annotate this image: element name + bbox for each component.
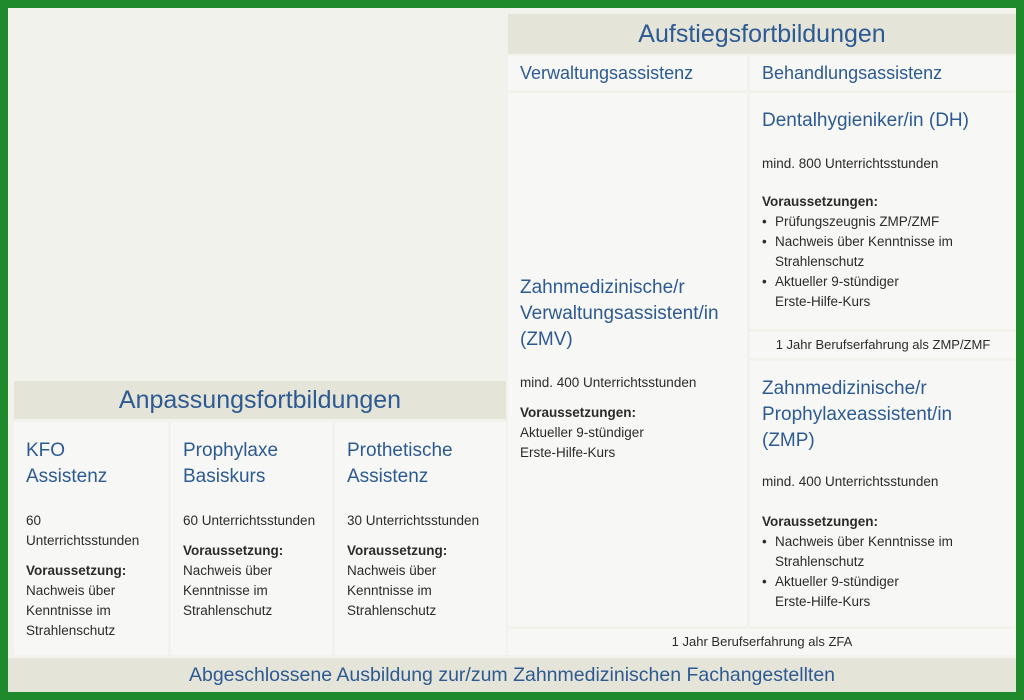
course-req-label: Voraussetzung: (183, 543, 284, 558)
zmv-box (508, 93, 747, 626)
dh-req-item: • Prüfungszeugnis ZMP/ZMF (762, 212, 1004, 232)
dh-title: Dentalhygieniker/in (DH) (762, 110, 969, 131)
diagram-frame (8, 8, 1016, 692)
dh-req-item: • Nachweis über Kenntnisse im Strahlenschutz (762, 232, 955, 272)
course-req-label: Voraussetzung: (347, 543, 448, 558)
verwaltung-header: Verwaltungsassistenz (508, 56, 747, 90)
zmp-req-label: Voraussetzungen: (762, 514, 879, 529)
footer-ausbildung: Abgeschlossene Ausbildung zur/zum Zahnmedizinischen Fachangestellten (8, 658, 1016, 692)
aufstieg-title: Aufstiegsfortbildungen (508, 14, 1016, 54)
dh-hours: mind. 800 Unterrichtsstunden (762, 156, 939, 171)
course-box-kfo (14, 422, 168, 655)
dh-experience-note: 1 Jahr Berufserfahrung als ZMP/ZMF (750, 332, 1016, 358)
zmp-req-list (762, 532, 1004, 612)
zmv-hours: mind. 400 Unterrichtsstunden (520, 375, 697, 390)
zmv-title: Zahnmedizinische/r Verwaltungsassistent/in (ZMV) (520, 277, 719, 350)
zmp-req-item: • Nachweis über Kenntnisse im Strahlenschutz (762, 532, 955, 572)
zfa-experience-note: 1 Jahr Berufserfahrung als ZFA (508, 629, 1016, 655)
course-hours: 60 Unterrichtsstunden (26, 513, 140, 548)
zmp-req-item: • Aktueller 9-stündiger Erste-Hilfe-Kurs (762, 572, 935, 612)
dh-req-label: Voraussetzungen: (762, 194, 879, 209)
course-hours: 60 Unterrichtsstunden (183, 513, 316, 528)
course-req: Nachweis über Kenntnisse im Strahlenschutz (183, 563, 273, 618)
course-req: Nachweis über Kenntnisse im Strahlenschutz (26, 583, 116, 638)
zmp-title: Zahnmedizinische/r Prophylaxeassistent/in (ZMP) (762, 378, 953, 451)
course-title: Prothetische Assistenz (347, 440, 453, 487)
course-box-prothetik (335, 422, 506, 655)
zmv-req-label: Voraussetzungen: (520, 405, 637, 420)
course-title: Prophylaxe Basiskurs (183, 440, 279, 487)
zmv-req-line: Erste-Hilfe-Kurs (520, 445, 616, 460)
zmp-hours: mind. 400 Unterrichtsstunden (762, 474, 939, 489)
course-hours: 30 Unterrichtsstunden (347, 513, 480, 528)
anpassung-title: Anpassungsfortbildungen (14, 381, 506, 419)
course-title: KFO Assistenz (26, 440, 108, 487)
course-box-prophylaxe (171, 422, 332, 655)
course-req: Nachweis über Kenntnisse im Strahlenschutz (347, 563, 437, 618)
dh-req-item: • Aktueller 9-stündiger Erste-Hilfe-Kurs (762, 272, 935, 312)
behandlung-header: Behandlungsassistenz (750, 56, 1016, 90)
dh-req-list (762, 212, 1004, 312)
course-req-label: Voraussetzung: (26, 563, 127, 578)
zmv-req-line: Aktueller 9-stündiger (520, 425, 644, 440)
zmp-box (750, 361, 1016, 626)
dh-box (750, 93, 1016, 329)
